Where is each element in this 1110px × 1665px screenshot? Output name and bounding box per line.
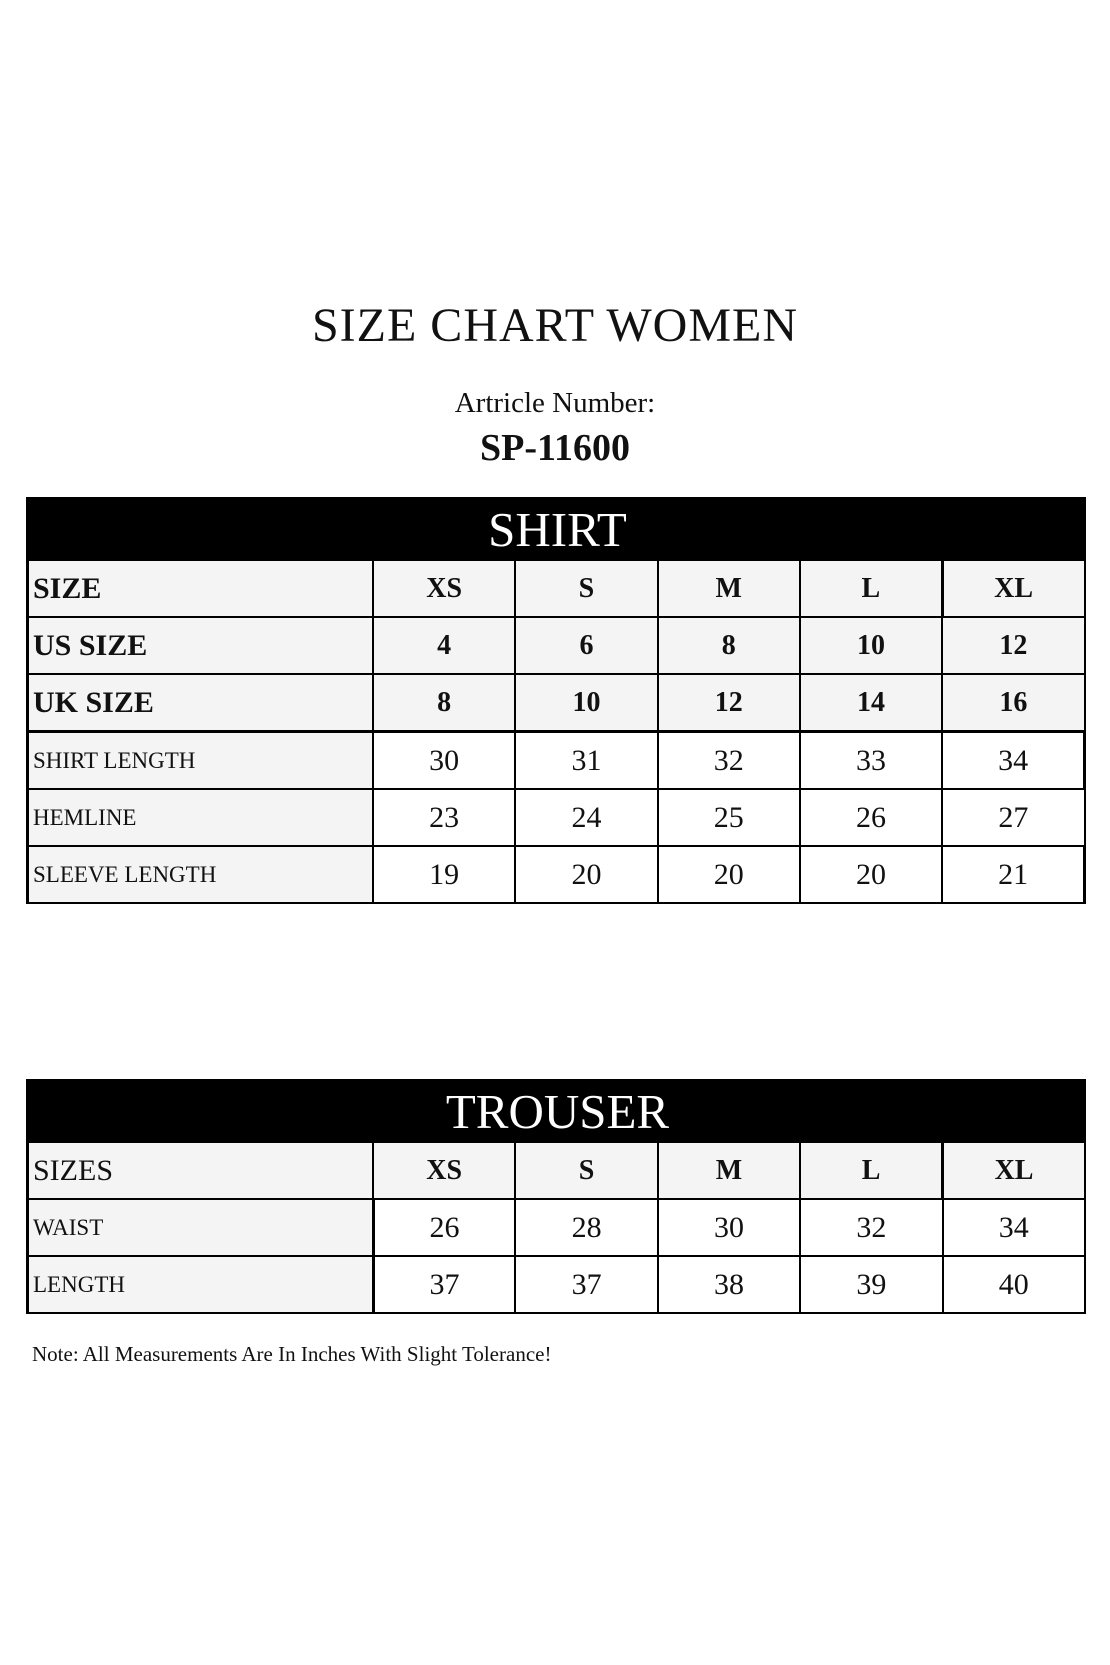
size-header-xs: XS — [373, 1143, 515, 1199]
table-cell: 37 — [515, 1256, 657, 1313]
table-cell: 19 — [373, 846, 515, 903]
table-cell: 38 — [658, 1256, 800, 1313]
table-cell: 8 — [658, 617, 800, 674]
trouser-heading: TROUSER — [29, 1079, 1086, 1143]
table-cell: 25 — [658, 789, 800, 846]
article-number: SP-11600 — [480, 427, 630, 469]
table-row — [29, 846, 1085, 903]
table-cell: 14 — [800, 674, 942, 732]
row-label: SHIRT LENGTH — [29, 732, 373, 790]
table-cell: 4 — [373, 617, 515, 674]
table-cell: 10 — [515, 674, 657, 732]
table-cell: 39 — [800, 1256, 942, 1313]
table-row — [29, 674, 1085, 732]
table-cell: 27 — [942, 789, 1084, 846]
shirt-header-row — [29, 561, 1085, 617]
table-row — [29, 1199, 1085, 1256]
size-header-xl: XL — [942, 561, 1084, 617]
row-label: UK SIZE — [29, 674, 373, 732]
shirt-size-chart — [26, 497, 1086, 904]
table-cell: 24 — [515, 789, 657, 846]
trouser-size-chart — [26, 1079, 1086, 1314]
table-row — [29, 789, 1085, 846]
table-cell: 34 — [942, 732, 1084, 790]
article-number-label: Artricle Number: — [454, 387, 656, 419]
table-cell: 40 — [943, 1256, 1085, 1313]
table-cell: 30 — [373, 732, 515, 790]
size-header-m: M — [658, 561, 800, 617]
table-row — [29, 732, 1085, 790]
table-cell: 21 — [942, 846, 1084, 903]
shirt-heading: SHIRT — [29, 497, 1086, 561]
table-cell: 16 — [942, 674, 1084, 732]
row-label: HEMLINE — [29, 789, 373, 846]
table-cell: 20 — [515, 846, 657, 903]
measurement-note: Note: All Measurements Are In Inches With Slight Tolerance! — [32, 1342, 552, 1366]
size-header-s: S — [515, 561, 657, 617]
size-header-l: L — [800, 1143, 942, 1199]
size-header-m: M — [658, 1143, 800, 1199]
table-cell: 12 — [942, 617, 1084, 674]
table-cell: 34 — [943, 1199, 1085, 1256]
size-header-xl: XL — [943, 1143, 1085, 1199]
row-label: SLEEVE LENGTH — [29, 846, 373, 903]
row-label: LENGTH — [29, 1256, 373, 1313]
table-cell: 32 — [800, 1199, 942, 1256]
size-header-xs: XS — [373, 561, 515, 617]
size-header-s: S — [515, 1143, 657, 1199]
table-cell: 31 — [515, 732, 657, 790]
table-cell: 23 — [373, 789, 515, 846]
row-label: WAIST — [29, 1199, 373, 1256]
table-cell: 26 — [800, 789, 942, 846]
page-title: SIZE CHART WOMEN — [311, 299, 798, 352]
row-label: SIZE — [29, 561, 373, 617]
size-header-l: L — [800, 561, 942, 617]
table-cell: 26 — [373, 1199, 515, 1256]
table-cell: 32 — [658, 732, 800, 790]
table-cell: 8 — [373, 674, 515, 732]
table-cell: 28 — [515, 1199, 657, 1256]
table-cell: 10 — [800, 617, 942, 674]
row-label: SIZES — [29, 1143, 373, 1199]
table-cell: 6 — [515, 617, 657, 674]
table-row — [29, 617, 1085, 674]
table-row — [29, 1256, 1085, 1313]
table-cell: 20 — [800, 846, 942, 903]
table-cell: 20 — [658, 846, 800, 903]
table-cell: 37 — [373, 1256, 515, 1313]
table-cell: 33 — [800, 732, 942, 790]
row-label: US SIZE — [29, 617, 373, 674]
trouser-table — [29, 1143, 1086, 1314]
trouser-header-row — [29, 1143, 1085, 1199]
table-cell: 30 — [658, 1199, 800, 1256]
shirt-table — [29, 561, 1086, 904]
table-cell: 12 — [658, 674, 800, 732]
